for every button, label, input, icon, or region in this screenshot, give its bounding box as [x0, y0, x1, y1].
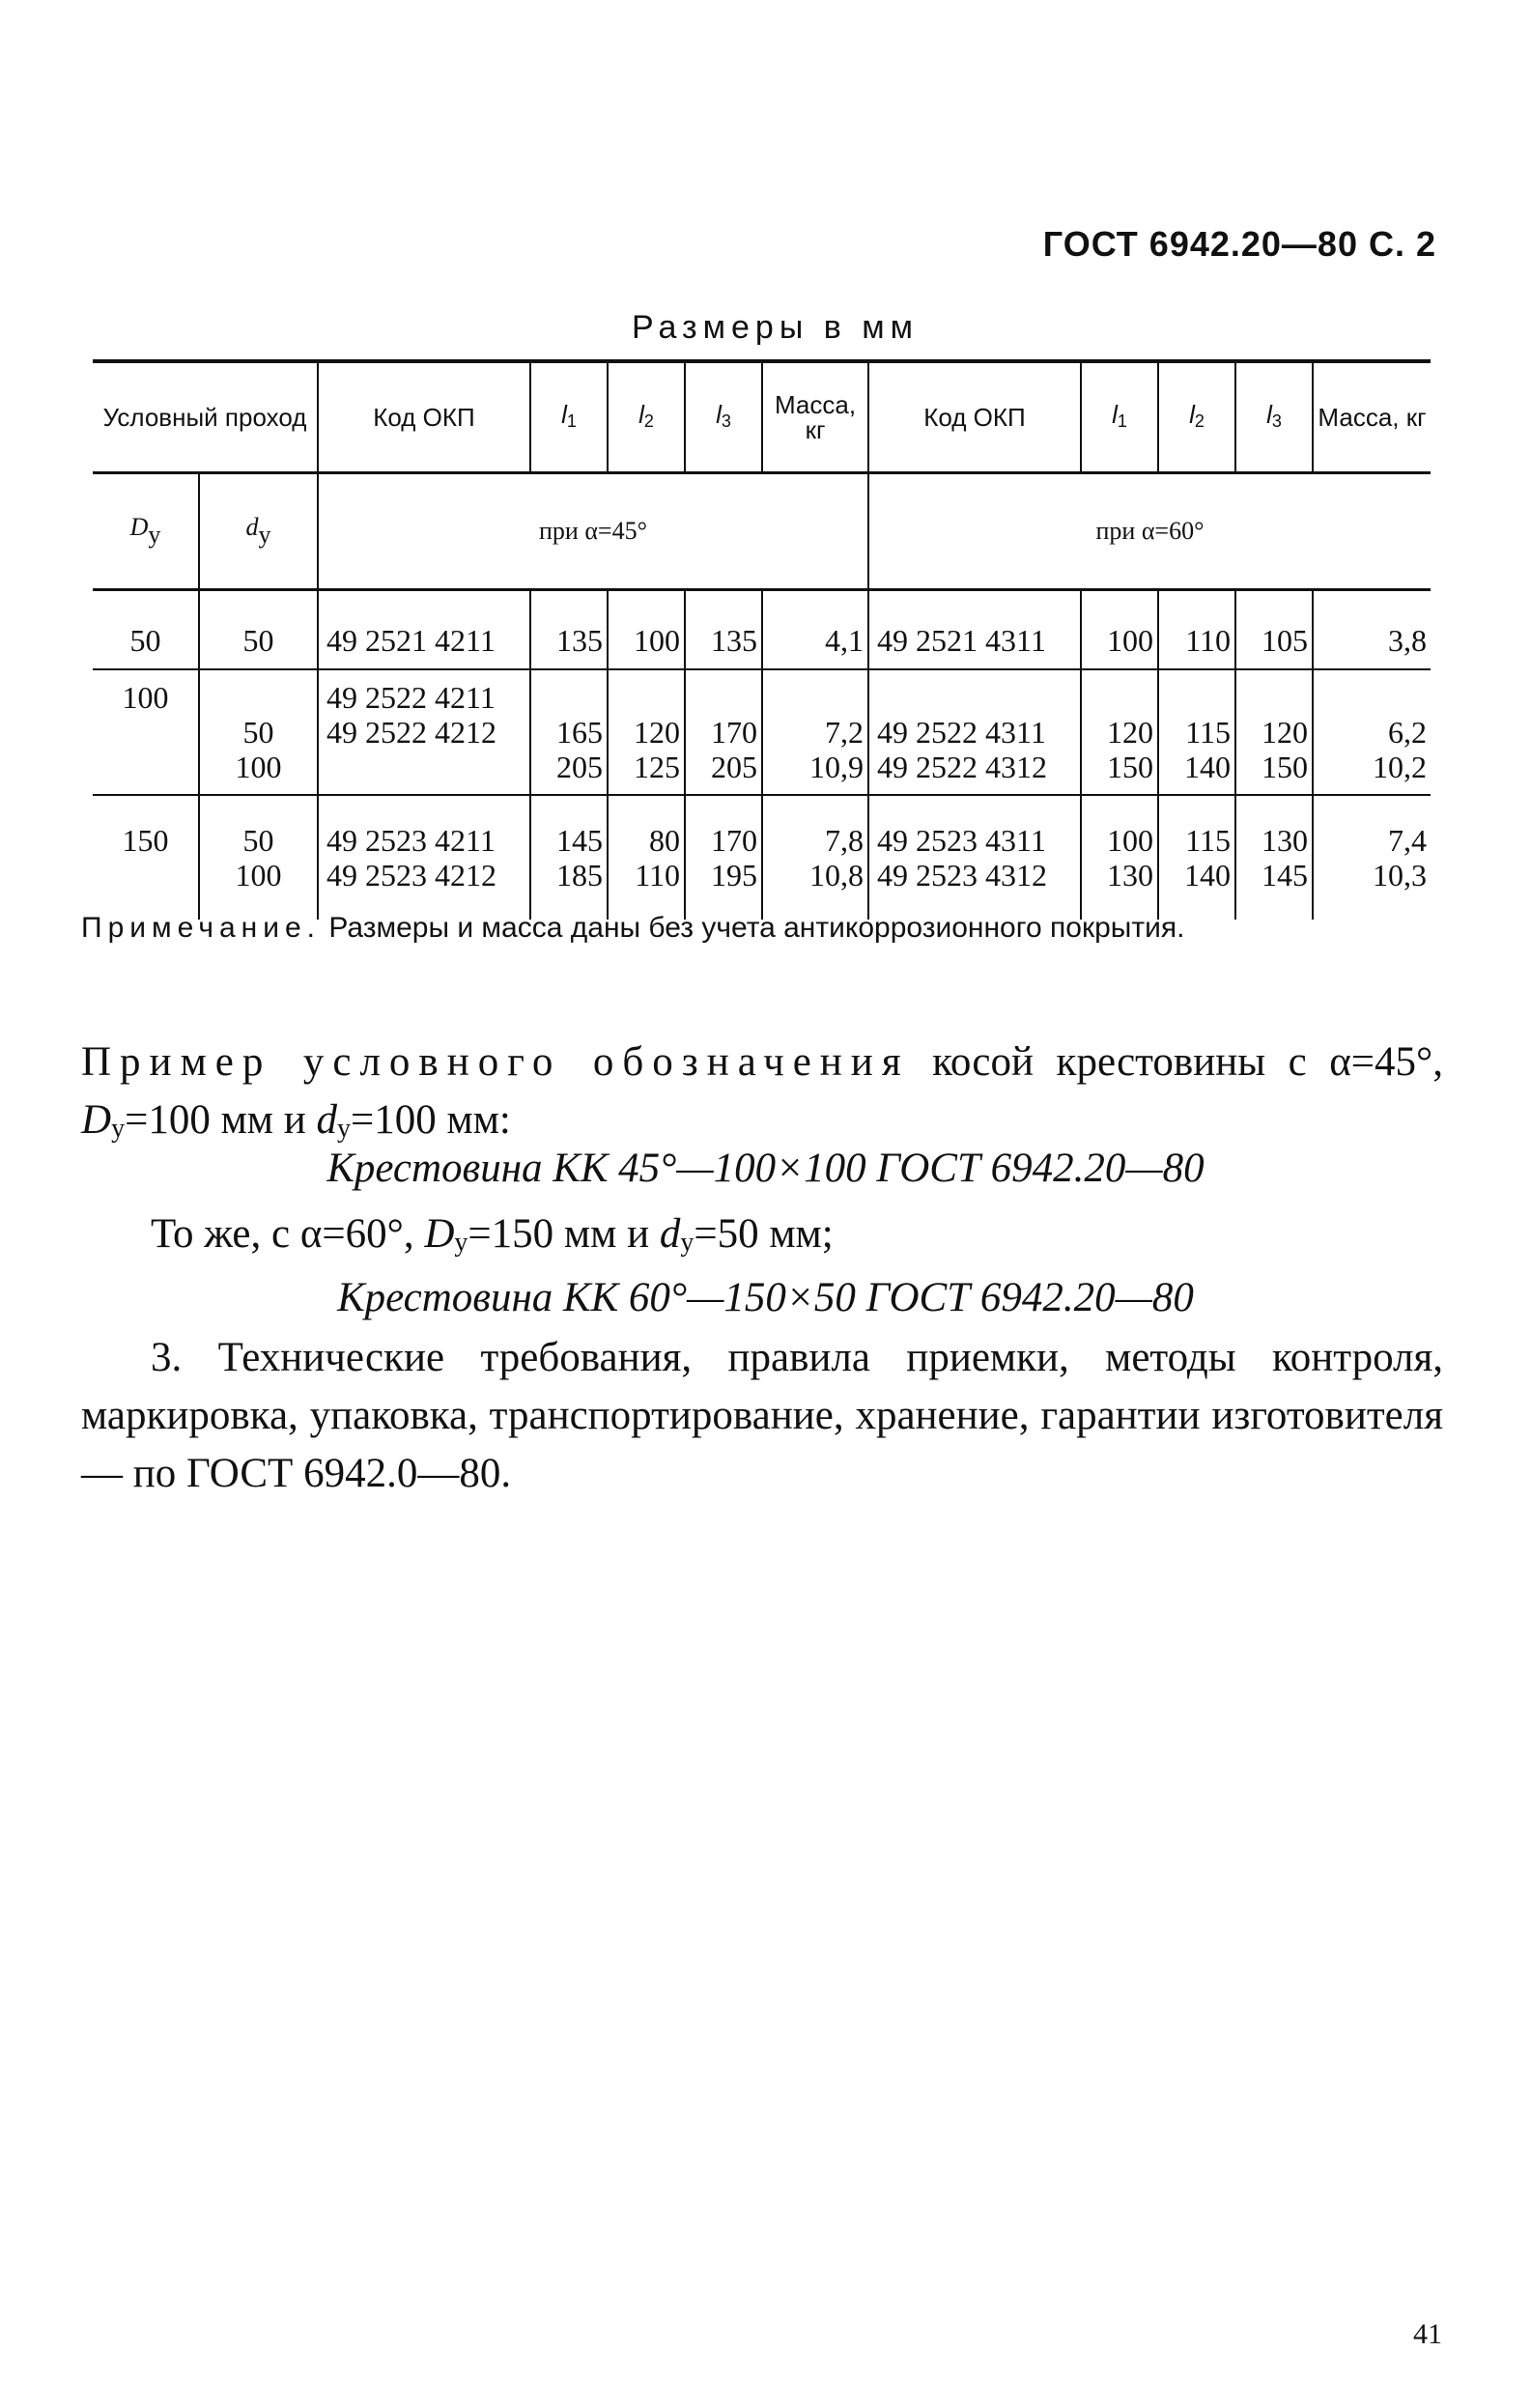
code60-cell — [868, 612, 1081, 669]
dy-cell — [199, 669, 318, 795]
l2-45-cell — [608, 795, 685, 920]
cell-line: 3,8 — [1388, 623, 1427, 658]
table-row — [93, 669, 1431, 795]
cell-line: 150 — [1107, 750, 1153, 784]
l1-45-cell — [530, 669, 608, 795]
cell-line: 49 2522 4212 — [326, 715, 496, 750]
cell-line: 110 — [1185, 623, 1231, 658]
example-d-subscript: у — [337, 1114, 351, 1144]
l1-symbol: l — [561, 399, 567, 429]
example-same-text: То же, с α=60°, — [151, 1211, 414, 1257]
dimensions-table — [93, 359, 1431, 920]
col-Dy-header — [93, 473, 199, 590]
cell-line: 205 — [556, 750, 603, 784]
cell-line: 195 — [711, 858, 757, 892]
l2-45-cell — [608, 669, 685, 795]
cell-line: 50 — [242, 715, 274, 750]
cell-line: 145 — [1262, 858, 1308, 892]
mass45-cell — [762, 669, 868, 795]
l3-60-cell — [1235, 612, 1313, 669]
col-mass60-header: Масса, кг — [1313, 361, 1431, 473]
col-code60-header: Код ОКП — [868, 361, 1081, 473]
alpha45-group-header: при α=45° — [318, 473, 868, 590]
cell-line: 10,2 — [1373, 750, 1427, 784]
cell-line: 7,8 — [825, 823, 864, 858]
example2-eq3: =150 мм и — [468, 1211, 650, 1257]
Dy-symbol: D — [129, 513, 149, 541]
dy-symbol: d — [245, 513, 259, 541]
l1-45-cell — [530, 612, 608, 669]
Dy-cell: 50 — [93, 612, 199, 669]
l2-subscript: 2 — [643, 411, 654, 431]
cell-line: 110 — [635, 858, 680, 892]
note-label: Примечание. — [81, 912, 321, 944]
cell-line: 49 2521 4311 — [877, 623, 1046, 658]
cell-line: 7,2 — [825, 715, 864, 750]
example2-d-subscript: у — [680, 1228, 695, 1258]
cell-line: 120 — [1262, 715, 1308, 750]
spacer-row — [93, 590, 1431, 613]
table-caption: Размеры в мм — [631, 309, 919, 346]
cell-line: 6,2 — [1388, 715, 1427, 750]
dy-cell — [199, 795, 318, 920]
l1-45-cell — [530, 795, 608, 920]
l1-subscript: 1 — [1117, 411, 1127, 431]
cell-line: 49 2523 4311 — [877, 823, 1046, 858]
code45-cell — [318, 795, 530, 920]
l2-60-cell — [1158, 612, 1235, 669]
l3-subscript: 3 — [721, 411, 731, 431]
cell-line: 49 2522 4211 — [326, 680, 496, 715]
cell-line: 10,8 — [809, 858, 864, 892]
l3-45-cell — [685, 612, 762, 669]
cell-line: 100 — [1107, 823, 1153, 858]
col-code45-header: Код ОКП — [318, 361, 530, 473]
cell-line: 10,9 — [809, 750, 864, 784]
l2-symbol: l — [1189, 399, 1195, 429]
code45-cell — [318, 669, 530, 795]
example-lead: Пример условного обозначения — [81, 1039, 910, 1085]
cell-line: 135 — [556, 623, 603, 658]
section-3-paragraph: 3. Технические требования, правила приемки, методы контроля, маркировка, упаковка, транспортирование, хранение, гарантии изготовителя — по ГОСТ 6942.0—80. — [81, 1335, 1443, 1496]
cell-line: 10,3 — [1373, 858, 1427, 892]
l2-symbol: l — [638, 399, 644, 429]
l3-45-cell — [685, 669, 762, 795]
mass45-cell — [762, 612, 868, 669]
mass45-cell — [762, 795, 868, 920]
cell-line: 140 — [1184, 858, 1231, 892]
Dy-subscript: у — [148, 521, 161, 549]
cell-line: 100 — [634, 623, 680, 658]
col-passage-header: Условный проход — [93, 361, 318, 473]
cell-line: 50 — [242, 623, 274, 658]
example2-D-symbol: D — [424, 1211, 455, 1257]
cell-line: 115 — [1185, 715, 1231, 750]
l3-subscript: 3 — [1271, 411, 1282, 431]
cell-line: 49 2522 4311 — [877, 715, 1046, 750]
cell-line: 49 2523 4212 — [326, 858, 496, 892]
cell-line: 185 — [556, 858, 603, 892]
code60-cell — [868, 795, 1081, 920]
col-l1-45-header — [530, 361, 608, 473]
l3-60-cell — [1235, 669, 1313, 795]
page-number: 41 — [1413, 2318, 1442, 2350]
col-l3-45-header — [685, 361, 762, 473]
col-l3-60-header — [1235, 361, 1313, 473]
cell-line: 130 — [1262, 823, 1308, 858]
l2-45-cell — [608, 612, 685, 669]
cell-line: 4,1 — [825, 623, 864, 658]
header-row-main — [93, 361, 1431, 473]
l1-60-cell — [1081, 795, 1158, 920]
alpha60-group-header: при α=60° — [868, 473, 1431, 590]
code45-cell — [318, 612, 530, 669]
cell-line: 50 — [242, 823, 274, 858]
cell-line: 100 — [235, 858, 282, 892]
l3-45-cell — [685, 795, 762, 920]
l1-60-cell — [1081, 612, 1158, 669]
mass60-cell — [1313, 795, 1431, 920]
example-same-line — [151, 1205, 1406, 1272]
cell-line: 120 — [634, 715, 680, 750]
cell-line: 170 — [711, 715, 757, 750]
col-mass45-header: Масса, кг — [762, 361, 868, 473]
col-l2-45-header — [608, 361, 685, 473]
table-row — [93, 795, 1431, 920]
cell-line: 115 — [1185, 823, 1231, 858]
note-text: Размеры и масса даны без учета антикоррозионного покрытия. — [328, 912, 1185, 944]
example-D-subscript: у — [111, 1114, 126, 1144]
cell-line: 205 — [711, 750, 757, 784]
example-text: косой крестовины с α=45°, — [932, 1039, 1443, 1085]
example2-d-symbol: d — [659, 1211, 681, 1257]
cell-line: 140 — [1184, 750, 1231, 784]
code60-cell — [868, 669, 1081, 795]
cell-line: 105 — [1262, 623, 1308, 658]
cell-line: 100 — [235, 750, 282, 784]
l3-60-cell — [1235, 795, 1313, 920]
table-note — [81, 908, 1433, 949]
example2-eq4: =50 мм; — [694, 1211, 834, 1257]
cell-line: 170 — [711, 823, 757, 858]
col-dy-header — [199, 473, 318, 590]
example-d-symbol: d — [316, 1097, 337, 1143]
table-row — [93, 612, 1431, 669]
cell-line: 145 — [556, 823, 603, 858]
cell-line: 49 2523 4211 — [326, 823, 496, 858]
designation-example-2: Крестовина КК 60°—150×50 ГОСТ 6942.20—80 — [337, 1275, 1194, 1320]
cell-line: 100 — [1107, 623, 1153, 658]
l2-subscript: 2 — [1194, 411, 1205, 431]
cell-line: 135 — [711, 623, 757, 658]
l2-60-cell — [1158, 669, 1235, 795]
mass60-cell — [1313, 669, 1431, 795]
header-row-sub — [93, 473, 1431, 590]
l2-60-cell — [1158, 795, 1235, 920]
cell-line: 125 — [634, 750, 680, 784]
col-l1-60-header — [1081, 361, 1158, 473]
example-D-symbol: D — [81, 1097, 112, 1143]
cell-line: 130 — [1107, 858, 1153, 892]
l1-symbol: l — [1112, 399, 1118, 429]
col-l2-60-header — [1158, 361, 1235, 473]
cell-line: 7,4 — [1388, 823, 1427, 858]
dy-cell — [199, 612, 318, 669]
l3-symbol: l — [716, 399, 722, 429]
cell-line: 80 — [649, 823, 680, 858]
Dy-cell: 100 — [93, 669, 199, 795]
l1-60-cell — [1081, 669, 1158, 795]
designation-example-1: Крестовина КК 45°—100×100 ГОСТ 6942.20—80 — [326, 1146, 1205, 1191]
cell-line: 49 2522 4312 — [877, 750, 1047, 784]
cell-line: 150 — [1262, 750, 1308, 784]
cell-line: 120 — [1107, 715, 1153, 750]
cell-line: 165 — [556, 715, 603, 750]
example-eq1: =100 мм и — [125, 1097, 306, 1143]
example2-D-subscript: у — [454, 1228, 468, 1258]
l3-symbol: l — [1266, 399, 1272, 429]
cell-line: 49 2521 4211 — [326, 623, 496, 658]
mass60-cell — [1313, 612, 1431, 669]
page-header: ГОСТ 6942.20—80 С. 2 — [1042, 224, 1436, 264]
example-eq2: =100 мм: — [351, 1097, 511, 1143]
cell-line: 49 2523 4312 — [877, 858, 1047, 892]
Dy-cell: 150 — [122, 823, 169, 858]
dy-subscript: у — [258, 521, 271, 549]
l1-subscript: 1 — [566, 411, 577, 431]
